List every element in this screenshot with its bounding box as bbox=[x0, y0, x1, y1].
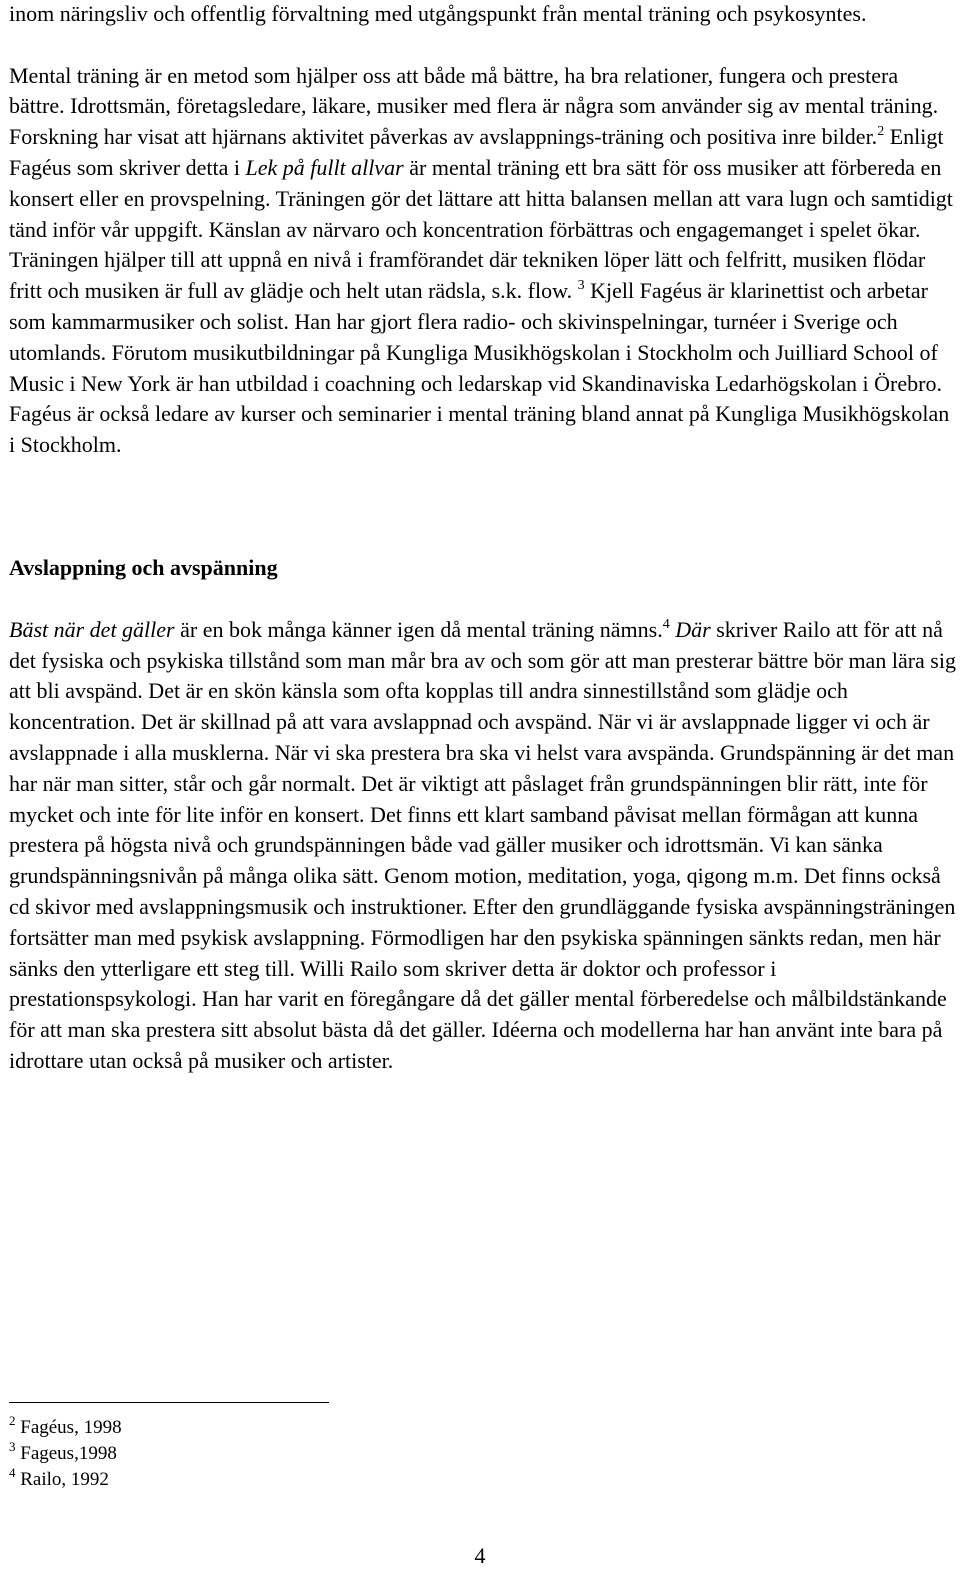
footnote-item bbox=[9, 1415, 609, 1441]
paragraph-text: Mental träning är en metod som hjälper oss att både må bättre, ha bra relationer, fungera och prestera bättre. Idrottsmän, företagsledare, läkare, musiker med flera är några som använder sig av mental träning. Forskning har visat att hjärnans aktivitet påverkas av avslappnings-träning och positiva inre bilder. bbox=[9, 62, 939, 150]
footnote-item bbox=[9, 1467, 609, 1493]
footnote-text: Railo, 1992 bbox=[15, 1469, 109, 1490]
footnote-item bbox=[9, 1441, 609, 1467]
section-heading: Avslappning och avspänning bbox=[9, 554, 278, 580]
book-title: Lek på fullt allvar bbox=[245, 154, 404, 180]
footnote-ref[interactable]: 4 bbox=[662, 616, 670, 632]
footnote-text: Fageus,1998 bbox=[15, 1443, 117, 1464]
footnote-number: 2 bbox=[9, 1413, 16, 1428]
page-body bbox=[9, 0, 957, 1077]
paragraph-text: är en bok många känner igen då mental träning nämns. bbox=[174, 616, 663, 642]
footnote-separator bbox=[9, 1402, 329, 1403]
paragraph-text: inom näringsliv och offentlig förvaltning med utgångspunkt från mental träning och psykosyntes. bbox=[9, 1, 867, 26]
page-number: 4 bbox=[474, 1543, 486, 1568]
footnote-text: Fagéus, 1998 bbox=[15, 1417, 122, 1438]
emphasis-text: Där bbox=[669, 616, 711, 642]
paragraph-text: Kjell Fagéus är klarinettist och arbetar som kammarmusiker och solist. Han har gjort flera radio- och skivinspelningar, turnéer i Sverige och utomlands. Förutom musikutbildningar på Kungliga Musikhögskolan i Stockholm och Juilliard School of Music i New York är han utbildad i coachning och ledarskap vid Skandinaviska Ledarhögskolan i Örebro. Fagéus är också ledare av kurser och seminarier i mental träning bland annat på Kungliga Musikhögskolan i Stockholm. bbox=[9, 278, 950, 458]
footnote-ref[interactable]: 2 bbox=[877, 124, 885, 140]
footnote-number: 3 bbox=[9, 1439, 16, 1454]
paragraph-text: Enligt Fagéus som skriver detta i bbox=[9, 124, 944, 180]
footnote-ref[interactable]: 3 bbox=[577, 278, 585, 294]
paragraph-relaxation bbox=[9, 615, 957, 1077]
footnotes bbox=[9, 1415, 609, 1493]
paragraph-text: skriver Railo att för att nå det fysiska och psykiska tillstånd som man mår bra av och som gör att man presterar bättre bör man lära sig att bli avspänd. Det är en skön känsla som ofta kopplas till andra sinnestillstånd som glädje och koncentration. Det är skillnad på att vara avslappnad och avspänd. När vi är avslappnade ligger vi och är avslappnade i alla musklerna. När vi ska prestera bra ska vi helst vara avspända. Grundspänning är det man har när man sitter, står och går normalt. Det är viktigt att påslaget från grundspänningen blir rätt, inte för mycket och inte för lite inför en konsert. Det finns ett klart samband påvisat mellan förmågan att kunna prestera på högsta nivå och grundspänningen både vad gäller musiker och idrottsmän. Vi kan sänka grundspänningsnivån på många olika sätt. Genom motion, meditation, yoga, qigong m.m. Det finns också cd skivor med avslappningsmusik och instruktioner. Efter den grundläggande fysiska avspänningsträningen fortsätter man med psykisk avslappning. Förmodligen har den psykiska spänningen sänkts redan, men här sänks den ytterligare ett steg till. Willi Railo som skriver detta är doktor och professor i prestationspsykologi. Han har varit en föregångare då det gäller mental förberedelse och målbildstänkande för att man ska prestera sitt absolut bästa då det gäller. Idéerna och modellerna har han använt inte bara på idrottare utan också på musiker och artister. bbox=[9, 616, 956, 1073]
paragraph-intro-continuation bbox=[9, 0, 957, 30]
paragraph-text: är mental träning ett bra sätt för oss musiker att förbereda en konsert eller en provspelning. Träningen gör det lättare att hitta balansen mellan att vara lugn och samtidigt tänd inför vår uppgift. Känslan av närvaro och koncentration förbättras och engagemanget i spelet ökar. Träningen hjälper till att uppnå en nivå i framförandet där tekniken löper lätt och felfritt, musiken flödar fritt och musiken är full av glädje och helt utan rädsla, s.k. flow. bbox=[9, 154, 953, 304]
footnote-number: 4 bbox=[9, 1465, 16, 1480]
book-title: Bäst när det gäller bbox=[9, 616, 175, 642]
paragraph-mental-training bbox=[9, 61, 957, 461]
